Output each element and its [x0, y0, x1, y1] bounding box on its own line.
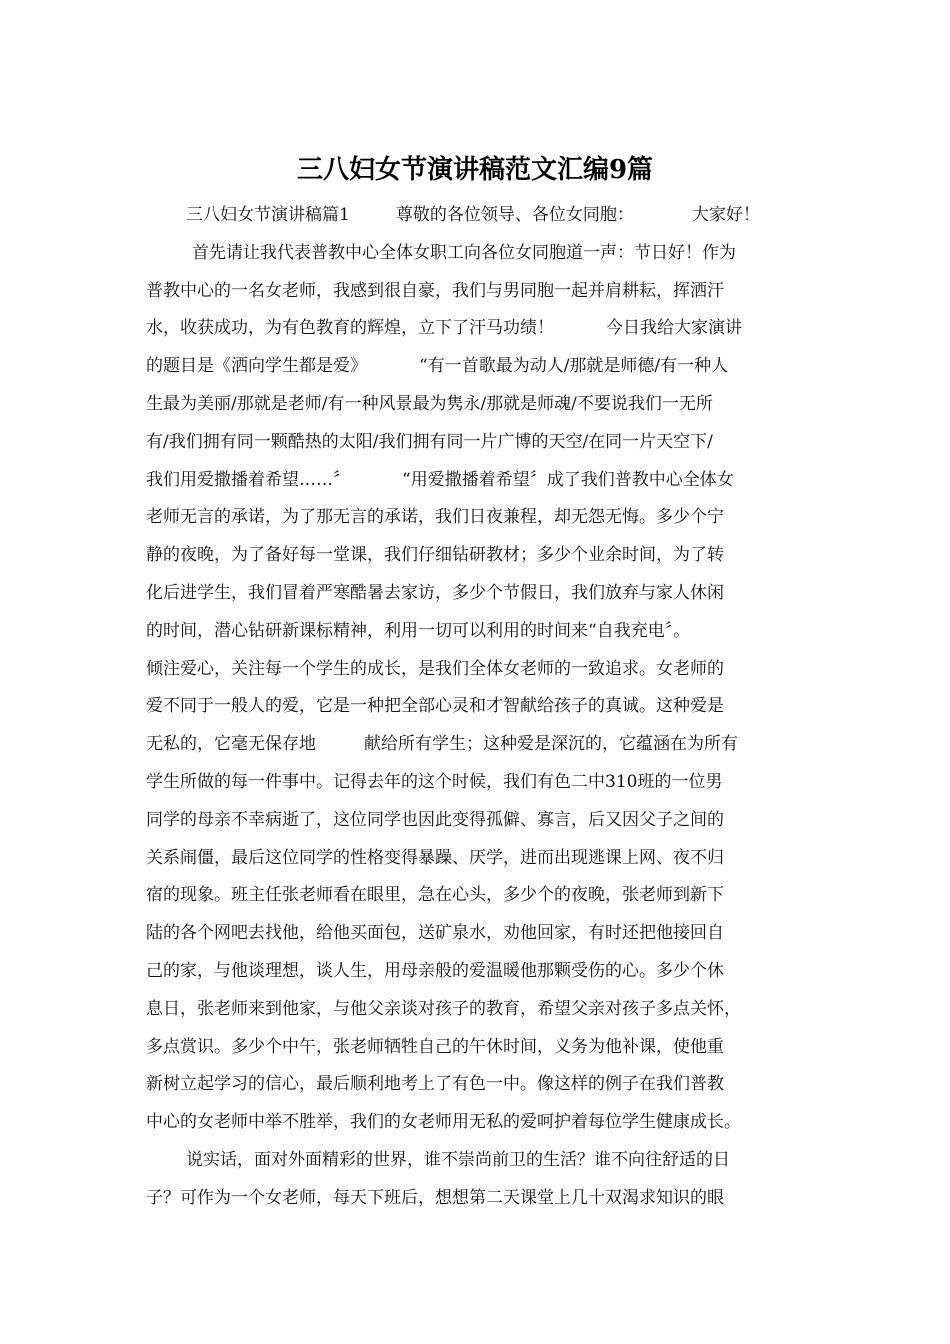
text-segment: 多点赏识。多少个中午，张老师牺牲自己的午休时间，义务为他补课，使他重: [146, 1036, 724, 1057]
text-line: [146, 877, 816, 915]
text-line: [146, 991, 816, 1029]
text-line: [146, 537, 816, 575]
text-segment: 倾注爱心，关注每一个学生的成长，是我们全体女老师的一致追求。女老师的: [146, 658, 724, 679]
text-line: [146, 651, 816, 689]
text-line: [146, 386, 816, 424]
text-segment: 息日，张老师来到他家，与他父亲谈对孩子的教育，希望父亲对孩子多点关怀，: [146, 998, 741, 1019]
text-line: [146, 348, 816, 386]
text-segment: 新树立起学习的信心，最后顺利地考上了有色一中。像这样的例子在我们普教: [146, 1074, 724, 1095]
text-segment: 尊敬的各位领导、各位女同胞：: [395, 205, 634, 225]
text-line: [146, 462, 816, 500]
text-segment: 中心的女老师中举不胜举，我们的女老师用无私的爱呵护着每位学生健康成长。: [146, 1112, 741, 1133]
text-segment: 有/我们拥有同一颗酷热的太阳/我们拥有同一片广博的天空/在同一片天空下/: [146, 431, 713, 452]
text-line: [146, 499, 816, 537]
text-segment: 无私的，它毫无保存地: [146, 734, 316, 755]
text-line: [146, 1066, 816, 1104]
text-line: [146, 802, 816, 840]
text-segment: 己的家，与他谈理想，谈人生，用母亲般的爱温暖他那颗受伤的心。多少个休: [146, 960, 724, 981]
text-line: [146, 1142, 816, 1180]
text-segment: 子？可作为一个女老师，每天下班后，想想第二天课堂上几十双渴求知识的眼: [146, 1187, 724, 1208]
text-line: [146, 273, 816, 311]
text-line: [146, 235, 816, 273]
text-segment: 老师无言的承诺，为了那无言的承诺，我们日夜兼程，却无怨无悔。多少个宁: [146, 507, 724, 528]
text-line: [146, 1104, 816, 1142]
text-segment: 我们用爱撒播着希望……〞: [146, 469, 350, 490]
text-segment: “有一首歌最为动人/那就是师德/有一种人: [419, 356, 729, 377]
text-segment: 同学的母亲不幸病逝了，这位同学也因此变得孤僻、寡言，后又因父子之间的: [146, 809, 724, 830]
text-segment: 说实话，面对外面精彩的世界，谁不崇尚前卫的生活？谁不向往舒适的日: [186, 1149, 730, 1170]
text-segment: 的时间，潜心钻研新课标精神，利用一切可以利用的时间来“自我充电〞。: [146, 620, 691, 641]
text-segment: 今日我给大家演讲: [606, 318, 742, 339]
text-segment: 关系闹僵，最后这位同学的性格变得暴躁、厌学，进而出现逃课上网、夜不归: [146, 847, 724, 868]
text-line: [146, 688, 816, 726]
text-line: [146, 1180, 816, 1218]
text-segment: 大家好！: [691, 205, 760, 225]
text-line: [146, 310, 816, 348]
text-line: [146, 915, 816, 953]
document-title: 三八妇女节演讲稿范文汇编9篇: [296, 155, 654, 185]
text-line: [146, 575, 816, 613]
text-segment: 生最为美丽/那就是老师/有一种风景最为隽永/那就是师魂/不要说我们一无所: [146, 393, 713, 414]
text-segment: 水，收获成功，为有色教育的辉煌，立下了汗马功绩！: [146, 318, 554, 339]
text-line: [146, 424, 816, 462]
text-segment: “用爱撒播着希望〞成了我们普教中心全体女: [402, 469, 734, 490]
text-segment: 献给所有学生；这种爱是深沉的，它蕴涵在为所有: [364, 734, 738, 755]
text-line: [146, 613, 816, 651]
text-segment: 爱不同于一般人的爱，它是一种把全部心灵和才智献给孩子的真诚。这种爱是: [146, 696, 724, 717]
text-segment: 的题目是《洒向学生都是爱》: [146, 356, 367, 377]
text-segment: 化后进学生，我们冒着严寒酷暑去家访，多少个节假日，我们放弃与家人休闲: [146, 582, 724, 603]
text-line: [146, 726, 816, 764]
document-body: [146, 197, 816, 1218]
text-line: [146, 764, 816, 802]
text-segment: 宿的现象。班主任张老师看在眼里，急在心头，多少个的夜晚，张老师到新下: [146, 885, 724, 906]
text-line: [146, 1029, 816, 1067]
text-segment: 首先请让我代表普教中心全体女职工向各位女同胞道一声：节日好！作为: [192, 242, 736, 263]
text-segment: 三八妇女节演讲稿篇1: [186, 205, 350, 225]
text-line: [146, 953, 816, 991]
text-line: [146, 197, 816, 235]
text-segment: 普教中心的一名女老师，我感到很自豪，我们与男同胞一起并肩耕耘，挥洒汗: [146, 280, 724, 301]
text-segment: 陆的各个网吧去找他，给他买面包，送矿泉水，劝他回家，有时还把他接回自: [146, 923, 724, 944]
text-segment: 静的夜晚，为了备好每一堂课，我们仔细钻研教材；多少个业余时间，为了转: [146, 545, 724, 566]
text-segment: 学生所做的每一件事中。记得去年的这个时候，我们有色二中310班的一位男: [146, 771, 723, 792]
text-line: [146, 840, 816, 878]
